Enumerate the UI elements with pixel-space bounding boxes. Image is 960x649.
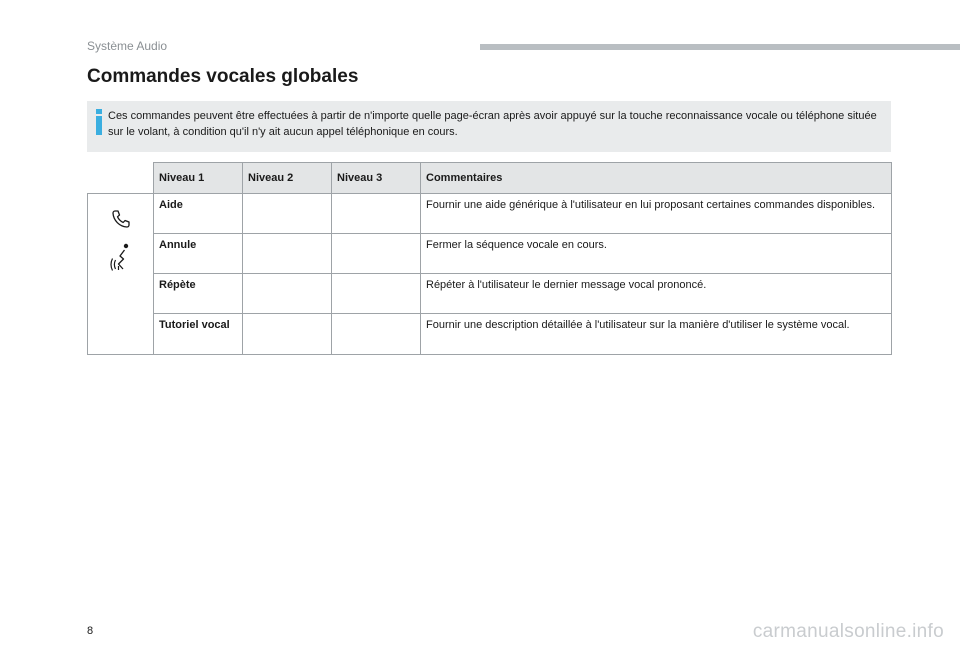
row-comment: Répéter à l'utilisateur le dernier message vocal prononcé.: [421, 274, 892, 314]
page-number: 8: [87, 625, 94, 637]
header-bar: [480, 44, 960, 50]
row-level2: [243, 194, 332, 234]
icons-cell: [88, 194, 154, 355]
table-header-blank: [88, 163, 154, 194]
table-row: [88, 274, 892, 314]
row-level2: [243, 314, 332, 355]
table-header-level3: Niveau 3: [332, 163, 421, 194]
row-level3: [332, 234, 421, 274]
row-level1: Répète: [154, 274, 243, 314]
row-level1: Annule: [154, 234, 243, 274]
watermark: carmanualsonline.info: [752, 621, 944, 642]
commands-table: [87, 162, 892, 355]
table-row: [88, 234, 892, 274]
table-header-level2: Niveau 2: [243, 163, 332, 194]
row-level1: Tutoriel vocal: [154, 314, 243, 355]
row-comment: Fournir une aide générique à l'utilisateur en lui proposant certaines commandes disponibles.: [421, 194, 892, 234]
row-comment: Fermer la séquence vocale en cours.: [421, 234, 892, 274]
table-header-level1: Niveau 1: [154, 163, 243, 194]
row-level3: [332, 314, 421, 355]
info-icon: [95, 109, 103, 135]
info-box: [87, 101, 891, 152]
table-row: [88, 314, 892, 355]
table-header-comments: Commentaires: [421, 163, 892, 194]
row-comment: Fournir une description détaillée à l'utilisateur sur la manière d'utiliser le système vocal.: [421, 314, 892, 355]
table-header-row: [88, 163, 892, 194]
row-level1: Aide: [154, 194, 243, 234]
voice-command-icon: [109, 242, 133, 272]
row-level3: [332, 274, 421, 314]
row-level3: [332, 194, 421, 234]
table-row: [88, 194, 892, 234]
section-title: Système Audio: [87, 39, 168, 53]
page-title: Commandes vocales globales: [87, 66, 359, 87]
phone-icon: [110, 208, 132, 230]
info-text: Ces commandes peuvent être effectuées à partir de n'importe quelle page-écran après avoir appuyé sur la touche reconnaissance vocale ou téléphone située sur le volant, à condition qu'il n'y ait aucun appel téléphonique en cours.: [108, 110, 877, 138]
row-level2: [243, 274, 332, 314]
row-level2: [243, 234, 332, 274]
